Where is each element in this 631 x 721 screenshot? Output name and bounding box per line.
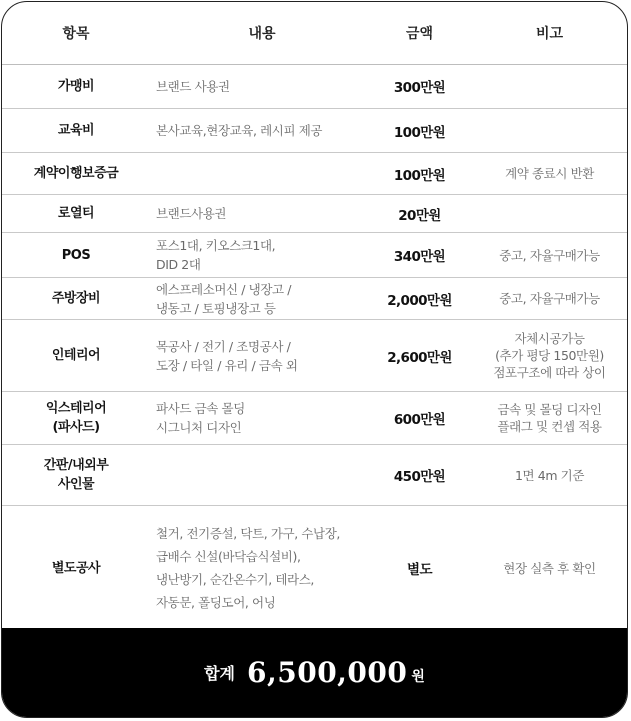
row-content: 포스1대, 키오스크1대, DID 2대: [156, 238, 276, 272]
row-note: [472, 109, 627, 152]
table-row: [2, 320, 627, 392]
header-note: 비고: [535, 26, 564, 42]
table-row: [2, 278, 627, 320]
header-item: 항목: [62, 26, 90, 42]
row-note: [472, 195, 627, 232]
total-unit: 원: [411, 668, 425, 685]
table-row: [2, 506, 627, 630]
row-content: 브랜드 사용권: [156, 78, 230, 94]
row-note: 1면 4m 기준: [514, 467, 585, 483]
table-header: [2, 2, 627, 65]
row-item: 주방장비: [51, 291, 101, 306]
row-amount: 2,000만원: [387, 292, 452, 309]
row-amount: 600만원: [393, 412, 446, 428]
row-content: 본사교육,현장교육, 레시피 제공: [156, 123, 323, 138]
cost-table-card: [1, 1, 628, 718]
header-amount: 금액: [405, 26, 434, 42]
row-note: 계약 종료시 반환: [505, 166, 594, 181]
row-content: 에스프레소머신 / 냉장고 / 냉동고 / 토핑냉장고 등: [156, 281, 292, 316]
row-amount: 2,600만원: [387, 349, 452, 366]
row-amount: 100만원: [393, 124, 446, 141]
table-row: [2, 392, 627, 445]
header-content: 내용: [248, 26, 276, 42]
row-note: 중고, 자율구매가능: [499, 247, 600, 263]
row-content: 브랜드사용권: [156, 206, 227, 221]
total-bar: [2, 628, 627, 717]
row-item: 교육비: [57, 123, 95, 138]
table-row: [2, 195, 627, 233]
table-row: [2, 109, 627, 153]
row-item: 가맹비: [57, 78, 95, 94]
total-label: 합계: [204, 664, 235, 683]
row-amount: 20만원: [398, 207, 441, 224]
row-note: 금속 및 몰딩 디자인 플래그 및 컨셉 적용: [497, 402, 602, 434]
row-content: 철거, 전기증설, 닥트, 가구, 수납장, 급배수 신설(바닥습식설비), 냉난방기, 순간온수기, 테라스, 자동문, 폴딩도어, 어닝: [156, 526, 340, 610]
row-item: 간판/내외부 사인물: [43, 458, 109, 492]
row-item: 별도공사: [51, 560, 101, 576]
row-amount: 450만원: [393, 469, 446, 485]
row-content: [156, 445, 384, 505]
row-note: 자체시공가능 (추가 평당 150만원) 점포구조에 따라 상이: [493, 331, 606, 380]
total-value: 6,500,000: [247, 656, 408, 689]
row-content: 파사드 금속 몰딩 시그니처 디자인: [156, 401, 245, 435]
row-note: 현장 실측 후 확인: [503, 560, 596, 576]
row-amount: 100만원: [393, 167, 446, 184]
table-row: [2, 153, 627, 195]
row-amount: 별도: [407, 562, 432, 578]
row-item: 로열티: [57, 206, 95, 221]
row-amount: 340만원: [393, 249, 446, 265]
row-item: 계약이행보증금: [33, 166, 119, 181]
row-item: 익스테리어 (파사드): [45, 401, 107, 435]
table-row: [2, 64, 627, 109]
table-row: [2, 233, 627, 278]
row-note: [472, 64, 627, 108]
row-note: 중고, 자율구매가능: [499, 291, 600, 306]
row-content: [156, 153, 384, 194]
row-amount: 300만원: [393, 80, 446, 96]
row-content: 목공사 / 전기 / 조명공사 / 도장 / 타일 / 유리 / 금속 외: [156, 338, 298, 373]
row-item: POS: [61, 247, 91, 263]
table-row: [2, 445, 627, 506]
row-item: 인테리어: [51, 348, 101, 363]
